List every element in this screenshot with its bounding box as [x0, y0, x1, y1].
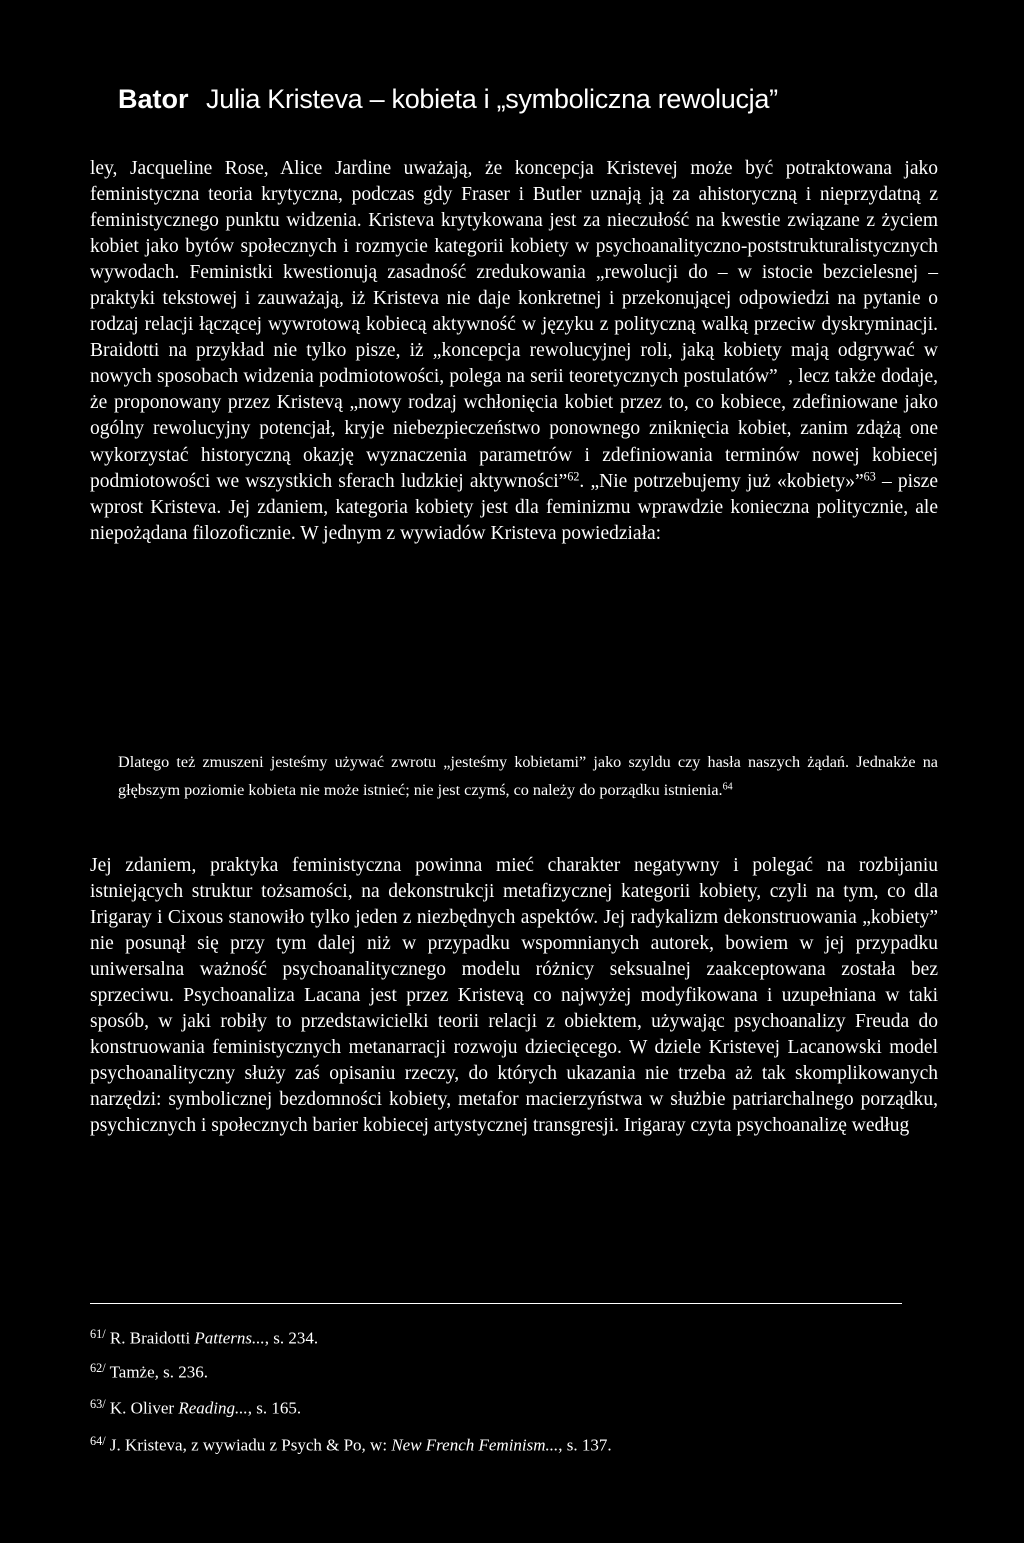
paragraph-1-text-b: . „Nie potrzebujemy już «kobiety»”	[579, 470, 864, 492]
footnote-text: J. Kristeva, z wywiadu z Psych & Po, w:	[105, 1435, 392, 1455]
quote-text: Dlatego też zmuszeni jesteśmy używać zwrotu „jesteśmy kobietami” jako szyldu czy hasła naszych żądań. Jednakże na głębszym poziomie kobieta nie może istnieć; nie jest czymś, co należy do porządku istnienia.	[118, 753, 938, 799]
running-header	[118, 84, 778, 115]
footnote-62	[90, 1357, 208, 1384]
footnote-italic-title: New French Feminism...	[391, 1435, 559, 1455]
header-author: Bator	[118, 84, 189, 114]
paragraph-2-text: Jej zdaniem, praktyka feministyczna powinna mieć charakter negatywny i polegać na rozbijaniu istniejących struktur tożsamości, na dekonstrukcji metafizycznej kategorii kobiety, czyli na tym, co dla Irigaray i Cixous stanowiło tylko jeden z niezbędnych aspektów. Jej radykalizm dekonstruowania „kobiety” nie posunął się przy tym dalej niż w przypadku wspomnianych autorek, bowiem w jej przypadku uniwersalna ważność psychoanalitycznego modelu różnicy seksualnej zaakceptowana została bez sprzeciwu. Psychoanaliza Lacana jest przez Kristevą co najwyżej modyfikowana i uzupełniana w taki sposób, w jaki robiły to przedstawicielki teorii relacji z obiektem, używając psychoanalizy Freuda do konstruowania feministycznych metanarracji rozwoju dziecięcego. W dziele Kristevej Lacanowski model psychoanalityczny służy zaś opisaniu rzeczy, do których ukazania nie trzeba aż tak skomplikowanych narzędzi: symbolicznej bezdomności kobiety, metafor macierzyństwa w służbie patriarchalnego porządku, psychicznych i społecznych barier kobiecej artystycznej transgresji. Irigaray czyta psychoanalizę według	[90, 855, 938, 1137]
footnote-text: R. Braidotti	[105, 1328, 195, 1348]
footnote-page: , s. 234.	[264, 1328, 319, 1348]
footnote-ref-63[interactable]: 63	[863, 468, 876, 483]
footnote-mark: 64/	[90, 1434, 106, 1448]
footnote-text: K. Oliver	[105, 1398, 179, 1418]
footnote-text: Tamże, s. 236.	[105, 1362, 209, 1382]
paragraph-1-text-c: – pisze wprost Kristeva. Jej zdaniem, kategoria kobiety jest dla feminizmu wprawdzie konieczna politycznie, ale niepożądana filozoficznie. W jednym z wywiadów Kristeva powiedziała:	[90, 470, 938, 544]
footnote-mark: 61/	[90, 1327, 106, 1341]
footnote-63	[90, 1393, 301, 1420]
footnote-italic-title: Patterns...	[194, 1328, 265, 1348]
footnote-ref-64[interactable]: 64	[722, 780, 733, 792]
footnote-separator	[90, 1303, 902, 1304]
body-paragraph-1	[90, 156, 938, 547]
footnote-page: , s. 165.	[247, 1398, 302, 1418]
footnote-mark: 62/	[90, 1361, 106, 1375]
paragraph-1-text-a: ley, Jacqueline Rose, Alice Jardine uważają, że koncepcja Kristevej może być potraktowana jako feministyczna teoria krytyczna, podczas gdy Fraser i Butler uznają ją za ahistoryczną i nieprzydatną z feministycznego punktu widzenia. Kristeva krytykowana jest za nieczułość na kwestie związane z życiem kobiet jako bytów społecznych i rozmycie kategorii kobiety w psychoanalityczno-poststrukturalistycznych wywodach. Feministki kwestionują zasadność zredukowania „rewolucji do – w istocie bezcielesnej – praktyki tekstowej i zauważają, iż Kristeva nie daje konkretnej i przekonującej odpowiedzi na pytanie o rodzaj relacji łączącej wywrotową kobiecą aktywność w języku z polityczną walką przeciw dyskryminacji. Braidotti na przykład nie tylko pisze, iż „koncepcja rewolucyjnej roli, jaką kobiety mają odgrywać w nowych sposobach widzenia podmiotowości, polega na serii teoretycznych postulatów” , lecz także dodaje, że proponowany przez Kristevą „nowy rodzaj wchłonięcia kobiet przez to, co kobiece, zdefiniowane jako ogólny rewolucyjny potencjał, kryje niebezpieczeństwo ponownego zniknięcia kobiet, zanim zdążą one wykorzystać historyczną okazję wyznaczenia parametrów i zdefiniowania terminów nowej kobiecej podmiotowości we wszystkich sferach ludzkiej aktywności”	[90, 158, 938, 492]
header-title: Julia Kristeva – kobieta i „symboliczna rewolucja”	[206, 84, 778, 114]
body-paragraph-2	[90, 853, 938, 1140]
footnote-64	[90, 1430, 612, 1457]
footnote-mark: 63/	[90, 1397, 106, 1411]
footnote-italic-title: Reading...	[178, 1398, 248, 1418]
block-quote	[118, 749, 938, 804]
footnote-page: , s. 137.	[558, 1435, 612, 1455]
footnote-ref-62[interactable]: 62	[567, 468, 580, 483]
footnote-61	[90, 1323, 318, 1350]
